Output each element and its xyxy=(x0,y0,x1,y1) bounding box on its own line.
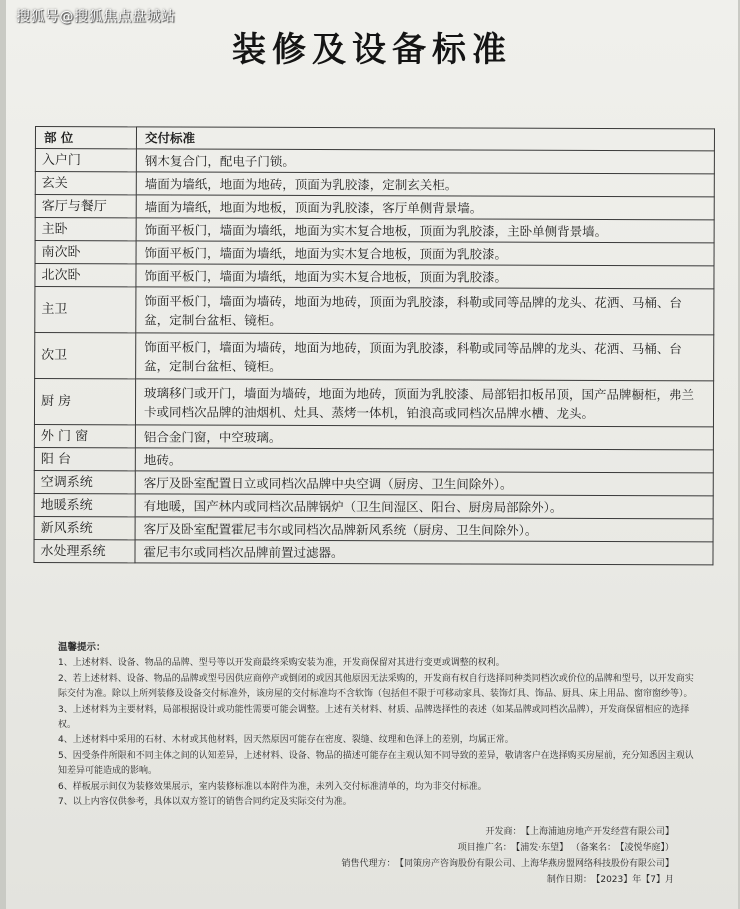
document-sheet xyxy=(6,0,738,909)
agent-label: 销售代理方： xyxy=(341,859,396,869)
footer-agent xyxy=(254,856,674,872)
record-label: （备案名： xyxy=(570,843,616,853)
note-item: 7、以上内容仅供参考，具体以双方签订的销售合同约定及实际交付为准。 xyxy=(58,797,352,808)
date-value: 【2023】年【7】月 xyxy=(595,875,674,885)
table-row xyxy=(35,218,714,243)
table-row xyxy=(34,470,713,495)
notes-section xyxy=(58,640,698,810)
row-part: 北次卧 xyxy=(35,264,136,287)
row-standard: 饰面平板门，墙面为墙纸，地面为实木复合地板，顶面为乳胶漆，主卧单侧背景墙。 xyxy=(136,218,714,243)
row-part: 阳 台 xyxy=(34,447,135,470)
footer-date xyxy=(254,872,674,888)
row-part: 地暖系统 xyxy=(34,493,135,516)
date-label: 制作日期： xyxy=(546,875,592,885)
row-part: 玄关 xyxy=(35,172,136,195)
table-header-row xyxy=(35,127,714,151)
table-row xyxy=(35,241,714,266)
header-standard: 交付标准 xyxy=(136,127,714,151)
row-standard: 铝合金门窗，中空玻璃。 xyxy=(135,425,713,450)
footer-info xyxy=(254,824,674,888)
row-part: 外 门 窗 xyxy=(34,424,135,447)
table-row xyxy=(34,379,713,427)
note-item: 6、样板展示间仅为装修效果展示，室内装修标准以本附件为准，未列入交付标准清单的，均为非交付标准。 xyxy=(58,781,487,792)
header-part: 部 位 xyxy=(35,127,136,149)
row-standard: 墙面为墙纸，地面为地砖，顶面为乳胶漆，定制玄关柜。 xyxy=(136,172,714,197)
note-item: 2、若上述材料、设备、物品的品牌或型号因供应商停产或倒闭的或因其他原因无法采购的，开发商有权自行选择同种类同档次或价位的品牌和型号，以开发商实际交付为准。除以上所列装修及设备交付标准外，该房屋的交付标准均不含软饰（包括但不限于可移动家具、装饰灯具、饰品、厨具、床上用品、窗帘窗纱等）。 xyxy=(58,673,694,700)
notes-title: 温馨提示： xyxy=(58,642,106,653)
row-standard: 霍尼韦尔或同档次品牌前置过滤器。 xyxy=(135,540,713,565)
table-row xyxy=(35,172,714,197)
row-standard: 客厅及卧室配置霍尼韦尔或同档次品牌新风系统（厨房、卫生间除外）。 xyxy=(135,517,713,542)
row-part: 主卫 xyxy=(35,287,136,333)
table-row xyxy=(34,424,713,449)
promo-name: 【浦发·东望】 xyxy=(515,843,569,853)
row-standard: 地砖。 xyxy=(135,448,713,473)
row-part: 厨 房 xyxy=(34,379,135,425)
row-part: 水处理系统 xyxy=(34,539,135,562)
table-row xyxy=(34,447,713,472)
row-standard: 客厅及卧室配置日立或同档次品牌中央空调（厨房、卫生间除外）。 xyxy=(135,471,713,496)
note-item: 3、上述材料为主要材料，局部根据设计或功能性需要可能会调整。上述有关材料、材质、品牌选择性的表述（如某品牌或同档次品牌），开发商保留相应的选择权。 xyxy=(58,704,690,731)
row-part: 次卫 xyxy=(35,333,136,379)
row-standard: 墙面为墙纸，地面为地板，顶面为乳胶漆，客厅单侧背景墙。 xyxy=(136,195,714,220)
footer-promo xyxy=(254,840,674,856)
note-item: 1、上述材料、设备、物品的品牌、型号等以开发商最终采购安装为准，开发商保留对其进行变更或调整的权利。 xyxy=(58,658,505,669)
note-item: 4、上述材料中采用的石材、木材或其他材料，因天然原因可能存在密度、裂缝、纹理和色泽上的差别，均属正常。 xyxy=(58,735,514,746)
row-standard: 饰面平板门，墙面为墙纸，地面为实木复合地板，顶面为乳胶漆。 xyxy=(136,241,714,266)
page-title: 装修及设备标准 xyxy=(232,30,512,70)
developer-name: 【上海浦迪房地产开发经营有限公司】 xyxy=(525,827,674,837)
table-row xyxy=(34,516,713,541)
row-part: 主卧 xyxy=(35,218,136,241)
row-standard: 玻璃移门或开门，墙面为墙砖，地面为地砖，顶面为乳胶漆、局部铝扣板吊顶，国产品牌橱柜，弗兰卡或同档次品牌的油烟机、灶具、蒸烤一体机，铂浪高或同档次品牌水槽、龙头。 xyxy=(135,379,713,427)
table-row xyxy=(35,287,714,335)
table-row xyxy=(35,333,714,381)
row-part: 南次卧 xyxy=(35,241,136,264)
table-row xyxy=(35,264,714,289)
agent-name: 【同策房产咨询股份有限公司、上海华燕房盟网络科技股份有限公司】 xyxy=(399,859,674,869)
table-row xyxy=(34,539,713,564)
row-part: 新风系统 xyxy=(34,516,135,539)
standards-table xyxy=(33,126,715,565)
row-standard: 钢木复合门，配电子门锁。 xyxy=(136,149,714,174)
watermark: 搜狐号@搜狐焦点盘城站 xyxy=(16,9,176,25)
footer-developer xyxy=(254,824,674,840)
table-row xyxy=(35,195,714,220)
row-part: 客厅与餐厅 xyxy=(35,195,136,218)
note-item: 5、因受条件所限和不同主体之间的认知差异，上述材料、设备、物品的描述可能存在主观认知不同导致的差异，敬请客户在选择购买房屋前，充分知悉因主观认知差异可能造成的影响。 xyxy=(58,750,694,777)
promo-label: 项目推广名： xyxy=(457,843,512,853)
table-row xyxy=(34,493,713,518)
row-part: 入户门 xyxy=(35,149,136,172)
table-row xyxy=(35,149,714,174)
row-standard: 有地暖，国产林内或同档次品牌锅炉（卫生间湿区、阳台、厨房局部除外）。 xyxy=(135,494,713,519)
row-standard: 饰面平板门，墙面为墙砖，地面为地砖，顶面为乳胶漆，科勒或同等品牌的龙头、花洒、马桶、台盆，定制台盆柜、镜柜。 xyxy=(136,287,714,335)
row-standard: 饰面平板门，墙面为墙纸，地面为实木复合地板，顶面为乳胶漆。 xyxy=(136,264,714,289)
record-name: 【凌悦华庭】） xyxy=(619,843,674,853)
row-part: 空调系统 xyxy=(34,470,135,493)
developer-label: 开发商： xyxy=(485,827,522,837)
row-standard: 饰面平板门，墙面为墙砖，地面为地砖，顶面为乳胶漆，科勒或同等品牌的龙头、花洒、马桶、台盆，定制台盆柜、镜柜。 xyxy=(136,333,714,381)
